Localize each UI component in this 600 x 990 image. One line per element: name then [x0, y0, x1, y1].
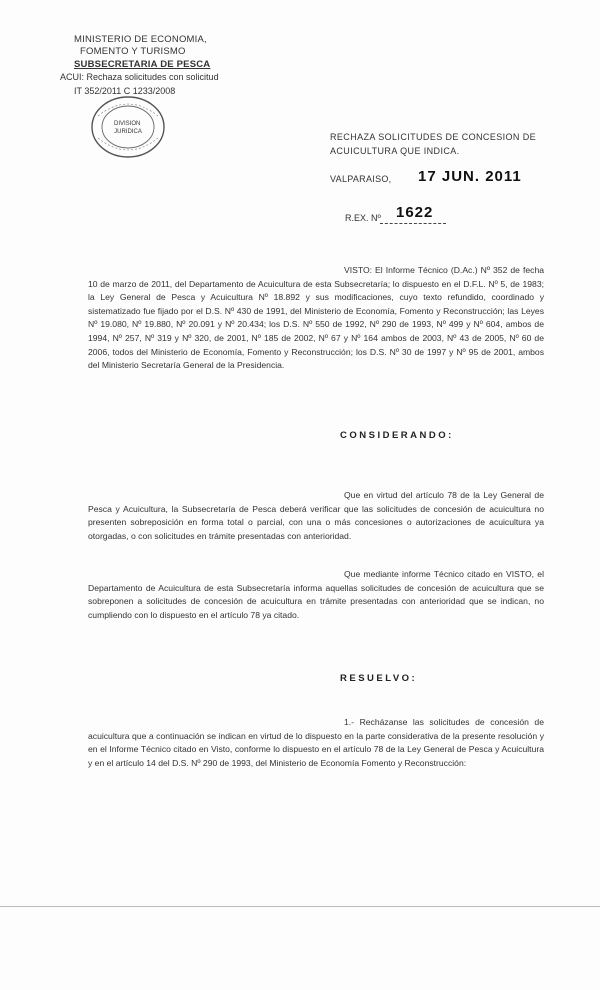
ministry-subtitle: FOMENTO Y TURISMO — [80, 46, 186, 57]
ministry-name: MINISTERIO DE ECONOMIA, — [74, 34, 207, 45]
subsecretaria-name: SUBSECRETARIA DE PESCA — [74, 59, 211, 70]
reference-line-1: ACUI: Rechaza solicitudes con solicitud — [60, 72, 219, 82]
page-edge-line — [0, 906, 600, 907]
resuelvo-heading: RESUELVO: — [340, 673, 418, 684]
rex-label: R.EX. Nº — [345, 213, 381, 223]
rex-number: 1622 — [396, 204, 434, 221]
reference-line-2: IT 352/2011 C 1233/2008 — [74, 86, 176, 96]
document-subject: RECHAZA SOLICITUDES DE CONCESION DE ACUICULTURA QUE INDICA. — [330, 132, 537, 156]
considerando-paragraph-1: Que en virtud del artículo 78 de la Ley General de Pesca y Acuicultura, la Subsecretaría de Pesca deberá verificar que las solicitudes de concesión de acuicultura no presenten sobreposición en forma total o parcial, con una o más concesiones o autorizaciones de acuicultura ya otorgadas, o con solicitudes en trámite presentadas con anterioridad. — [88, 490, 544, 541]
considerando-heading: CONSIDERANDO: — [340, 430, 454, 441]
visto-paragraph: VISTO: El Informe Técnico (D.Ac.) Nº 352 de fecha 10 de marzo de 2011, del Departamento de Acuicultura de esta Subsecretaría; lo dispuesto en el D.F.L. Nº 5, de 1983; la Ley General de Pesca y Acuicultura Nº 18.892 y sus modificaciones, cuyo texto refundido, coordinado y sistematizado fue fijado por el D.S. Nº 430 de 1991, del Ministerio de Economía, Fomento y Reconstrucción; las Leyes Nº 19.080, Nº 19.880, Nº 20.091 y Nº 20.434; los D.S. Nº 550 de 1992, Nº 290 de 1993, Nº 499 y Nº 604, ambos de 1994, Nº 257, Nº 319 y Nº 320, de 2001, Nº 185 de 2002, Nº 67 y Nº 164 ambos de 2003, Nº 43 de 2005, Nº 60 de 2006, todos del Ministerio de Economía, Fomento y Reconstrucción; los D.S. Nº 30 de 1997 y Nº 95 de 2001, ambos del Ministerio Secretaría General de la Presidencia. — [88, 265, 544, 371]
seal-text: DIVISION JURIDICA — [113, 121, 142, 135]
rex-underline — [380, 223, 446, 224]
considerando-paragraph-2: Que mediante informe Técnico citado en VISTO, el Departamento de Acuicultura de esta Subsecretaría informa aquellas solicitudes de concesión de acuicultura que se sobreponen a solicitudes de concesión de acuicultura en trámite presentadas con anterioridad que se indican, no cumpliendo con lo dispuesto en el artículo 78 ya citado. — [88, 569, 544, 620]
resuelvo-paragraph-1: 1.- Recházanse las solicitudes de concesión de acuicultura que a continuación se indican en virtud de lo dispuesto en la parte considerativa de la presente resolución y en el Informe Técnico citado en Visto, conforme lo dispuesto en el artículo 78 de la Ley General de Pesca y Acuicultura y en el artículo 14 del D.S. Nº 290 de 1993, del Ministerio de Economía Fomento y Reconstrucción: — [88, 717, 544, 768]
official-seal — [88, 94, 168, 160]
place-label: VALPARAISO, — [330, 174, 392, 184]
date-stamp: 17 JUN. 2011 — [418, 168, 522, 185]
